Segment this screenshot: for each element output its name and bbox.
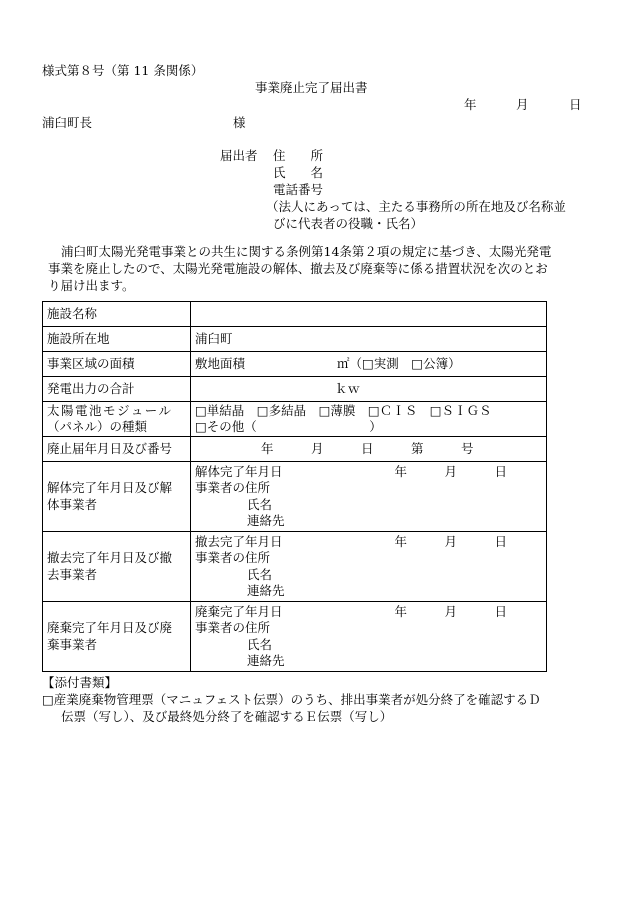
disposal-date-fields: 年 月 日 [394, 603, 508, 619]
disposal-date-line [195, 604, 542, 621]
dismantle-label [43, 462, 191, 532]
dismantle-operator-address: 事業者の住所 [195, 480, 271, 495]
removal-operator-contact: 連絡先 [247, 583, 285, 598]
module-label-line2: （パネル）の種類 [47, 419, 148, 434]
removal-date-label: 撤去完了年月日 [195, 533, 283, 549]
disposal-operator-contact: 連絡先 [247, 653, 285, 668]
module-type-label [43, 402, 191, 437]
row-area [43, 352, 547, 377]
dismantle-operator-contact: 連絡先 [247, 513, 285, 528]
removal-field[interactable] [191, 532, 547, 602]
dismantle-date-fields: 年 月 日 [394, 463, 508, 479]
removal-label-line2: 去事業者 [47, 566, 98, 582]
applicant-phone-label: 電話番号 [273, 182, 324, 197]
module-label-line1: 太陽電池モジュール [47, 402, 173, 418]
dismantle-field[interactable] [191, 462, 547, 532]
dismantle-date-label: 解体完了年月日 [195, 463, 283, 479]
row-abolition [43, 437, 547, 462]
disposal-field[interactable] [191, 602, 547, 672]
dismantle-label-line2: 体事業者 [47, 496, 98, 512]
area-label: 事業区域の面積 [43, 352, 191, 377]
facility-name-field[interactable] [191, 302, 547, 327]
applicant-name-label: 氏 名 [273, 165, 324, 180]
row-disposal [43, 602, 547, 672]
date-day: 日 [569, 97, 582, 112]
facility-location-label: 施設所在地 [43, 327, 191, 352]
dismantle-operator-name: 氏名 [247, 496, 273, 512]
facility-name-label: 施設名称 [43, 302, 191, 327]
date-year: 年 [464, 97, 477, 112]
attachments-heading: 【添付書類】 [42, 675, 118, 690]
removal-operator-address: 事業者の住所 [195, 550, 271, 565]
area-unit: ㎡（□実測 □公簿） [337, 355, 461, 371]
removal-operator-name: 氏名 [247, 566, 273, 582]
abolition-label: 廃止届年月日及び番号 [43, 437, 191, 462]
disposal-label-line1: 廃棄完了年月日及び廃 [47, 620, 173, 635]
disposal-operator-name: 氏名 [247, 636, 273, 652]
module-type-options[interactable] [191, 402, 547, 437]
disposal-date-label: 廃棄完了年月日 [195, 603, 283, 619]
attachment-item-line1: □産業廃棄物管理票（マニュフェスト伝票）のうち、排出事業者が処分終了を確認するＤ [42, 692, 541, 707]
row-module-type [43, 402, 547, 437]
removal-date-line [195, 534, 542, 551]
abolition-value: 年 月 日 第 号 [261, 440, 474, 456]
attachment-item-line2: 伝票（写し）、及び最終処分終了を確認するＥ伝票（写し） [61, 709, 393, 724]
report-table [42, 301, 547, 672]
module-options-line1: □単結晶 □多結晶 □薄膜 □ＣＩＳ □ＳＩＧＳ [195, 402, 492, 418]
disposal-operator-address: 事業者の住所 [195, 620, 271, 635]
row-facility-name [43, 302, 547, 327]
disposal-label-line2: 棄事業者 [47, 636, 98, 652]
output-field[interactable] [191, 377, 547, 402]
document-title: 事業廃止完了届出書 [255, 80, 368, 95]
form-number: 様式第８号（第 11 条関係） [42, 63, 204, 78]
row-dismantle [43, 462, 547, 532]
abolition-field[interactable] [191, 437, 547, 462]
row-removal [43, 532, 547, 602]
area-value-label: 敷地面積 [195, 355, 246, 371]
row-output [43, 377, 547, 402]
applicant-label: 届出者 [220, 148, 258, 163]
applicant-address-label: 住 所 [273, 148, 324, 163]
date-month: 月 [516, 97, 529, 112]
applicant-note-line1: （法人にあっては、主たる事務所の所在地及び名称並 [266, 199, 566, 214]
output-label: 発電出力の合計 [43, 377, 191, 402]
dismantle-date-line [195, 464, 542, 481]
body-line-1: 浦臼町太陽光発電事業との共生に関する条例第14条第２項の規定に基づき、太陽光発電 [61, 244, 552, 259]
disposal-label [43, 602, 191, 672]
area-field[interactable] [191, 352, 547, 377]
output-unit: ｋｗ [335, 380, 361, 396]
removal-label-line1: 撤去完了年月日及び撤 [47, 550, 173, 565]
body-line-3: り届け出ます。 [48, 278, 135, 293]
addressee-honorific: 様 [233, 115, 246, 130]
dismantle-label-line1: 解体完了年月日及び解 [47, 480, 173, 495]
row-facility-location [43, 327, 547, 352]
body-line-2: 事業を廃止したので、太陽光発電施設の解体、撤去及び廃棄等に係る措置状況を次のとお [48, 261, 548, 276]
removal-label [43, 532, 191, 602]
removal-date-fields: 年 月 日 [394, 533, 508, 549]
facility-location-field[interactable]: 浦臼町 [191, 327, 547, 352]
addressee: 浦臼町長 [42, 115, 93, 130]
applicant-note-line2: びに代表者の役職・氏名） [273, 216, 424, 231]
module-options-line2: □その他（ ） [195, 419, 382, 434]
